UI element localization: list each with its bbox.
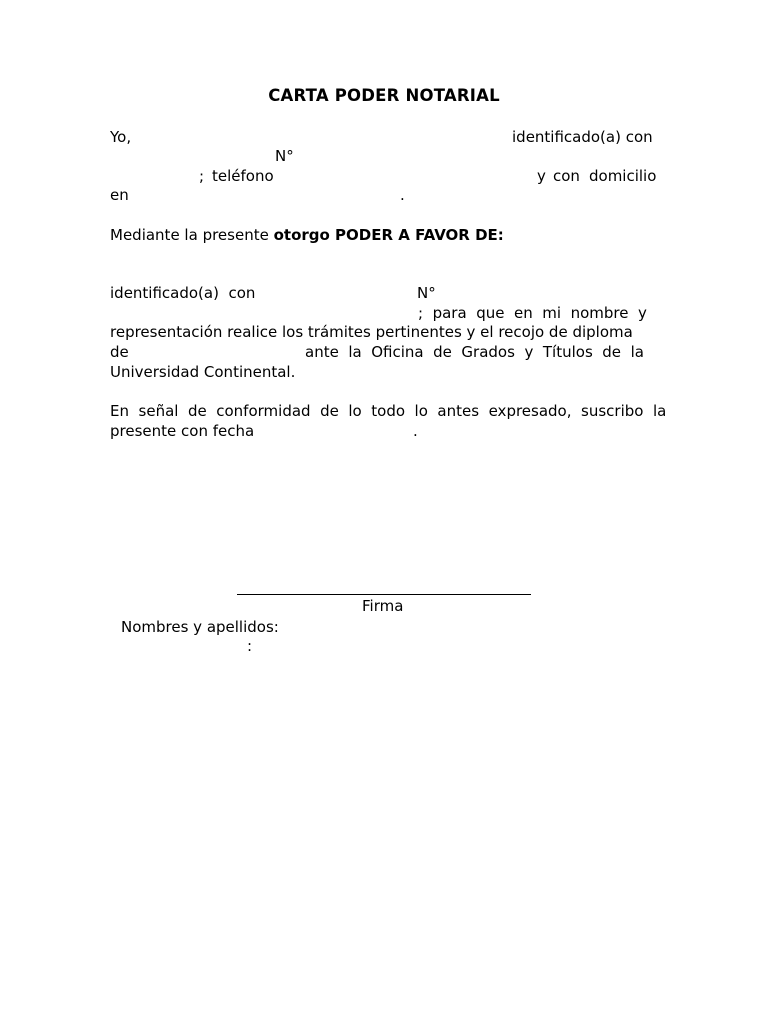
numero-label-2: N° — [417, 284, 436, 302]
domicilio-text: domicilio — [589, 167, 657, 185]
de-text: de — [110, 343, 129, 361]
yo-text: Yo, — [110, 128, 132, 146]
representacion-text: representación realice los trámites pertinentes y el recojo de diploma — [110, 323, 633, 341]
con-text: con — [553, 167, 580, 185]
otorgo-lead: Mediante la presente — [110, 226, 274, 244]
identificado-con-text-2: identificado(a) con — [110, 284, 256, 302]
identificado-con-text: identificado(a) con — [512, 128, 653, 146]
numero-label: N° — [275, 147, 294, 165]
para-que-text: ; para que en mi nombre y — [418, 304, 647, 322]
signature-line — [237, 594, 531, 595]
fecha-text: presente con fecha — [110, 422, 255, 440]
universidad-text: Universidad Continental. — [110, 363, 296, 381]
firma-label: Firma — [362, 597, 404, 615]
oficina-text: ante la Oficina de Grados y Títulos de la — [305, 343, 644, 361]
otorgo-bold: otorgo PODER A FAVOR DE: — [273, 226, 504, 244]
document-title: CARTA PODER NOTARIAL — [268, 86, 500, 105]
colon-text: : — [247, 637, 253, 655]
period-text: . — [400, 186, 405, 204]
nombres-apellidos-label: Nombres y apellidos: — [121, 618, 279, 636]
conformidad-text: En señal de conformidad de lo todo lo antes expresado, suscribo la — [110, 402, 667, 420]
en-text: en — [110, 186, 129, 204]
y-text: y — [537, 167, 546, 185]
fecha-period: . — [413, 422, 418, 440]
semicolon-text: ; — [199, 167, 205, 185]
otorgo-paragraph — [110, 225, 504, 245]
telefono-text: teléfono — [212, 167, 274, 185]
